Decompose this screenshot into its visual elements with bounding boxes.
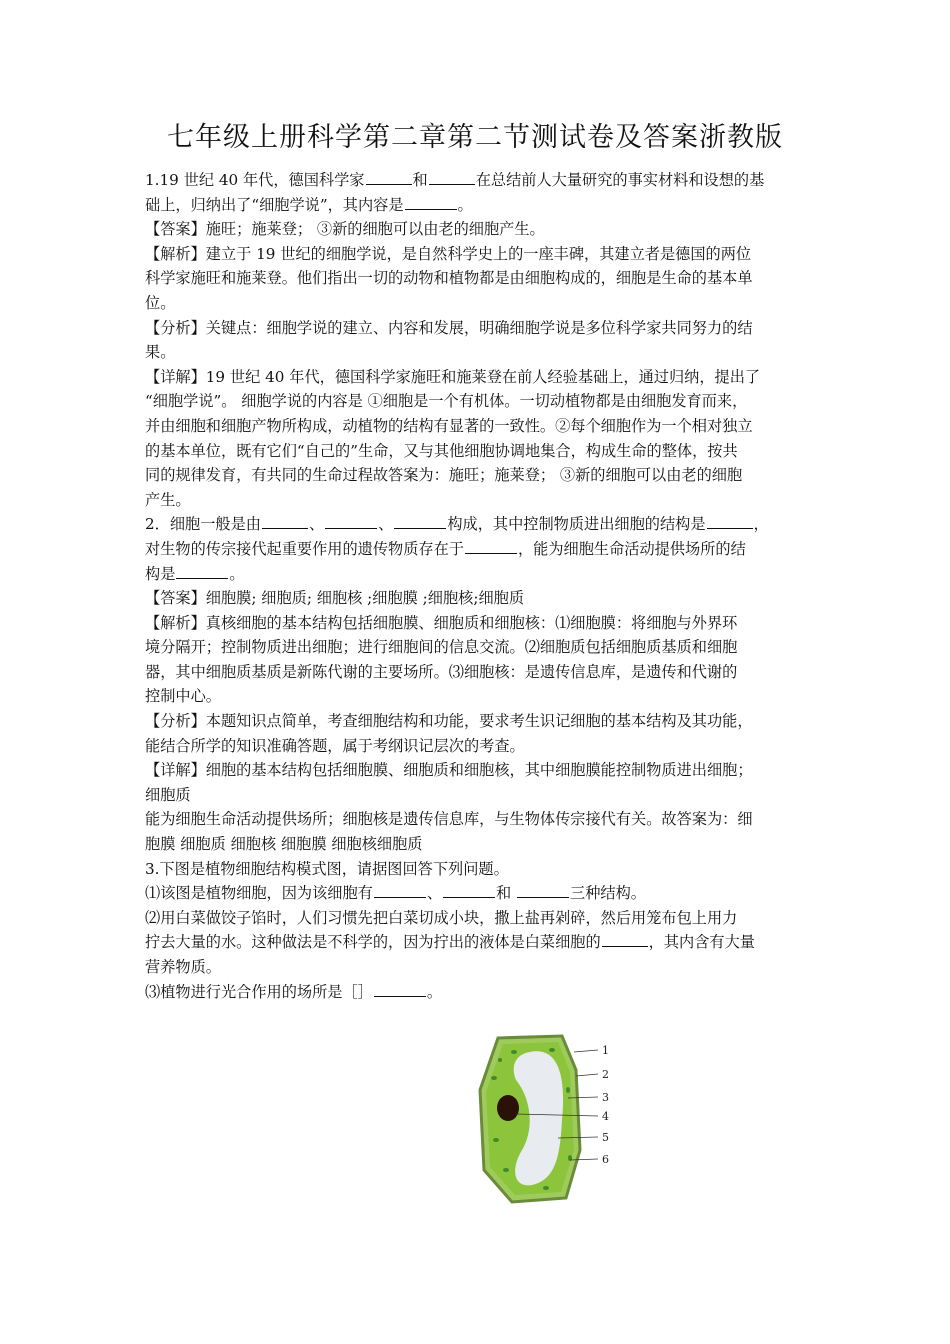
q3-text: 和 xyxy=(496,884,517,903)
plant-cell-diagram xyxy=(470,1030,630,1210)
q2-detail: 【详解】细胞的基本结构包括细胞膜、细胞质和细胞核，其中细胞膜能控制物质进出细胞； xyxy=(145,761,753,780)
document-title: 七年级上册科学第二章第二节测试卷及答案浙教版 xyxy=(167,122,783,153)
q2-line xyxy=(145,537,817,562)
blank[interactable] xyxy=(405,193,457,210)
q3-text: ⑶植物进行光合作用的场所是［］ xyxy=(145,982,373,1001)
q1-text: 础上，归纳出了“细胞学说”，其内容是 xyxy=(145,195,404,214)
q2-text: ，能为细胞生命活动提供场所的结 xyxy=(517,539,746,558)
chloroplast xyxy=(503,1168,509,1172)
q2-fenxi: 【分析】本题知识点简单，考查细胞结构和功能，要求考生识记细胞的基本结构及其功能， xyxy=(145,712,753,731)
blank[interactable] xyxy=(429,168,475,185)
q1-answer: 【答案】施旺；施莱登； ③新的细胞可以由老的细胞产生。 xyxy=(145,220,545,239)
q1-detail: 的基本单位，既有它们“自己的”生命，又与其他细胞协调地集合，构成生命的整体，按共 xyxy=(145,441,738,460)
q1-detail: 产生。 xyxy=(145,490,191,509)
q2-analysis: 境分隔开；控制物质进出细胞；进行细胞间的信息交流。⑵细胞质包括细胞质基质和细胞 xyxy=(145,638,738,657)
figure-label: 6 xyxy=(602,1153,609,1166)
blank[interactable] xyxy=(517,881,569,898)
q2-text: ， xyxy=(753,515,769,534)
blank[interactable] xyxy=(602,930,648,947)
document-body xyxy=(145,168,817,1004)
chloroplast xyxy=(511,1050,517,1054)
q3-text: 拧去大量的水。这种做法是不科学的，因为拧出的液体是白菜细胞的 xyxy=(145,933,601,952)
q1-analysis: 【解析】建立于 19 世纪的细胞学说，是自然科学史上的一座丰碑，其建立者是德国的两位 xyxy=(145,244,752,263)
q1-analysis: 科学家施旺和施莱登。他们指出一切的动物和植物都是由细胞构成的，细胞是生命的基本单 xyxy=(145,269,753,288)
q3-text: ⑴该图是植物细胞，因为该细胞有 xyxy=(145,884,373,903)
q1-text: 1.19 世纪 40 年代，德国科学家 xyxy=(145,171,365,189)
q3-sub2: ⑵用白菜做饺子馅时，人们习惯先把白菜切成小块，撒上盐再剁碎，然后用笼布包上用力 xyxy=(145,908,738,927)
q3-intro: 3.下图是植物细胞结构模式图，请据图回答下列问题。 xyxy=(145,859,509,878)
blank[interactable] xyxy=(707,512,753,529)
q1-analysis: 位。 xyxy=(145,293,176,312)
q1-text: 在总结前人大量研究的事实材料和设想的基 xyxy=(475,171,765,189)
q3-sub3 xyxy=(145,980,817,1005)
chloroplast xyxy=(549,1048,555,1052)
blank[interactable] xyxy=(374,980,426,997)
q1-text: 。 xyxy=(457,195,473,214)
q2-text: 对生物的传宗接代起重要作用的遗传物质存在于 xyxy=(145,539,464,558)
chloroplast xyxy=(498,1058,502,1062)
chloroplast xyxy=(543,1186,549,1190)
q1-fenxi: 【分析】关键点：细胞学说的建立、内容和发展，明确细胞学说是多位科学家共同努力的结 xyxy=(145,318,753,337)
q2-analysis: 器，其中细胞质基质是新陈代谢的主要场所。⑶细胞核：是遗传信息库，是遗传和代谢的 xyxy=(145,662,738,681)
q3-text: 。 xyxy=(426,982,442,1001)
q1-line xyxy=(145,168,817,193)
q3-sub2 xyxy=(145,930,817,955)
blank[interactable] xyxy=(262,512,308,529)
q2-detail: 胞膜 细胞质 细胞核 细胞膜 细胞核细胞质 xyxy=(145,835,423,854)
q2-text: 、 xyxy=(378,515,394,534)
q3-sub2: 营养物质。 xyxy=(145,958,221,976)
q3-text: 三种结构。 xyxy=(570,884,646,903)
q2-analysis: 控制中心。 xyxy=(145,687,221,706)
q1-detail: 同的规律发育，有共同的生命过程故答案为：施旺；施莱登； ③新的细胞可以由老的细胞 xyxy=(145,466,743,485)
q1-fenxi: 果。 xyxy=(145,343,176,362)
chloroplast xyxy=(491,1076,497,1080)
blank[interactable] xyxy=(176,562,228,579)
q2-text: 2．细胞一般是由 xyxy=(145,515,261,534)
q2-text: 构是 xyxy=(145,564,176,583)
figure-label: 5 xyxy=(602,1131,609,1144)
blank[interactable] xyxy=(465,537,517,554)
q1-text: 和 xyxy=(412,171,428,189)
q2-line xyxy=(145,512,817,537)
nucleus xyxy=(497,1095,519,1121)
chloroplast xyxy=(566,1087,570,1093)
q2-fenxi: 能结合所学的知识准确答题，属于考纲识记层次的考查。 xyxy=(145,736,525,755)
figure-label: 3 xyxy=(602,1091,609,1104)
leader-line-1 xyxy=(574,1050,598,1052)
chloroplast xyxy=(493,1138,499,1142)
blank[interactable] xyxy=(325,512,377,529)
q2-text: 构成，其中控制物质进出细胞的结构是 xyxy=(447,515,706,534)
q3-sub1 xyxy=(145,881,817,906)
blank[interactable] xyxy=(374,881,426,898)
q3-text: ，其内含有大量 xyxy=(648,933,755,952)
blank[interactable] xyxy=(366,168,412,185)
blank[interactable] xyxy=(443,881,495,898)
q2-detail: 能为细胞生命活动提供场所；细胞核是遗传信息库，与生物体传宗接代有关。故答案为：细 xyxy=(145,810,753,829)
q2-line xyxy=(145,562,817,587)
plant-cell-svg xyxy=(470,1030,630,1210)
q2-detail: 细胞质 xyxy=(145,785,191,804)
q1-detail: 【详解】19 世纪 40 年代，德国科学家施旺和施莱登在前人经验基础上，通过归纳，提出了 xyxy=(145,367,761,386)
q1-detail: 并由细胞和细胞产物所构成，动植物的结构有显著的一致性。②每个细胞作为一个相对独立 xyxy=(145,416,753,435)
q2-text: 。 xyxy=(229,564,245,583)
q2-text: 、 xyxy=(308,515,325,534)
q2-analysis: 【解析】真核细胞的基本结构包括细胞膜、细胞质和细胞核：⑴细胞膜：将细胞与外界环 xyxy=(145,613,738,632)
q1-detail: “细胞学说”。 细胞学说的内容是 ①细胞是一个有机体。一切动植物都是由细胞发育而来， xyxy=(145,392,748,411)
q3-text: 、 xyxy=(426,884,442,903)
figure-label: 1 xyxy=(602,1044,609,1057)
blank[interactable] xyxy=(394,512,446,529)
q1-line xyxy=(145,193,817,218)
figure-label: 2 xyxy=(602,1068,609,1081)
q2-answer: 【答案】细胞膜; 细胞质; 细胞核 ;细胞膜 ;细胞核;细胞质 xyxy=(145,589,525,608)
figure-label: 4 xyxy=(602,1110,609,1123)
leader-line-2 xyxy=(576,1074,598,1076)
